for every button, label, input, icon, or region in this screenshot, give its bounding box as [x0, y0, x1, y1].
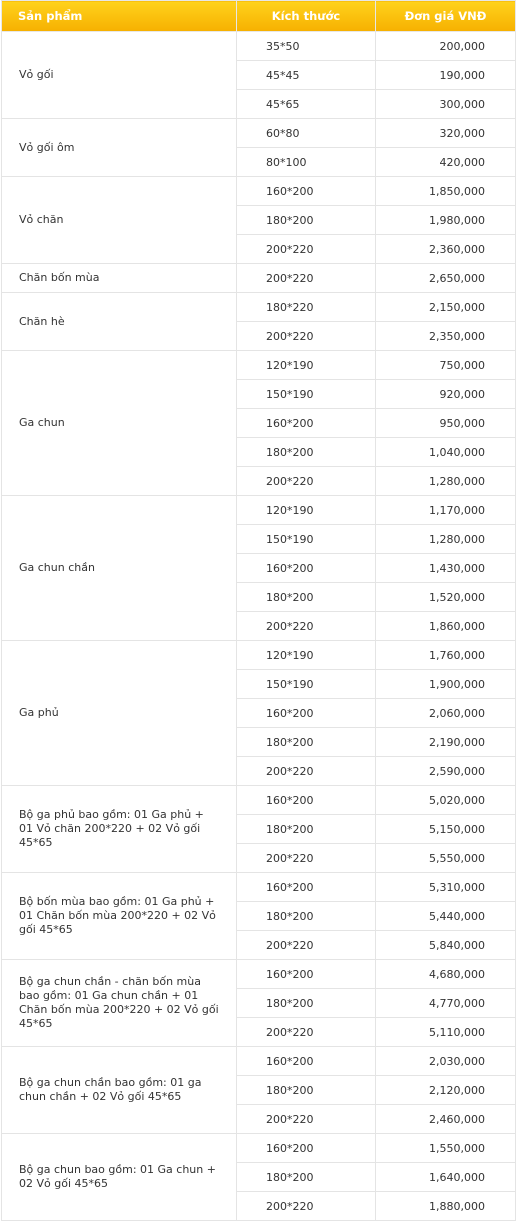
- size-cell: 160*200: [237, 177, 376, 206]
- table-row: [2, 264, 516, 293]
- price-cell: 5,550,000: [376, 844, 516, 873]
- size-cell: 200*220: [237, 931, 376, 960]
- size-cell: 200*220: [237, 1105, 376, 1134]
- table-row: [2, 351, 516, 380]
- product-name-cell: Bộ ga chun chần - chăn bốn mùa bao gồm: 01 Ga chun chần + 01 Chăn bốn mùa 200*220 + 02 Vỏ gối 45*65: [2, 960, 237, 1047]
- table-row: [2, 786, 516, 815]
- price-cell: 190,000: [376, 61, 516, 90]
- product-name-cell: Ga chun: [2, 351, 237, 496]
- product-name-cell: Ga phủ: [2, 641, 237, 786]
- product-name-cell: Bộ ga phủ bao gồm: 01 Ga phủ + 01 Vỏ chăn 200*220 + 02 Vỏ gối 45*65: [2, 786, 237, 873]
- size-cell: 45*65: [237, 90, 376, 119]
- size-cell: 200*220: [237, 264, 376, 293]
- table-row: [2, 177, 516, 206]
- price-cell: 2,360,000: [376, 235, 516, 264]
- price-cell: 2,650,000: [376, 264, 516, 293]
- size-cell: 160*200: [237, 699, 376, 728]
- size-cell: 180*200: [237, 815, 376, 844]
- header-row: [2, 1, 516, 32]
- price-cell: 1,520,000: [376, 583, 516, 612]
- product-name-cell: Bộ bốn mùa bao gồm: 01 Ga phủ + 01 Chăn bốn mùa 200*220 + 02 Vỏ gối 45*65: [2, 873, 237, 960]
- table-row: [2, 119, 516, 148]
- product-name-cell: Ga chun chần: [2, 496, 237, 641]
- price-cell: 1,850,000: [376, 177, 516, 206]
- price-cell: 2,030,000: [376, 1047, 516, 1076]
- size-cell: 120*190: [237, 641, 376, 670]
- size-cell: 180*220: [237, 293, 376, 322]
- table-body: [2, 32, 516, 1221]
- price-cell: 1,280,000: [376, 525, 516, 554]
- product-name-cell: Vỏ gối: [2, 32, 237, 119]
- price-cell: 4,680,000: [376, 960, 516, 989]
- price-cell: 2,190,000: [376, 728, 516, 757]
- table-row: [2, 641, 516, 670]
- size-cell: 150*190: [237, 380, 376, 409]
- table-row: [2, 496, 516, 525]
- price-cell: 2,350,000: [376, 322, 516, 351]
- price-cell: 1,170,000: [376, 496, 516, 525]
- table-row: [2, 1134, 516, 1163]
- size-cell: 200*220: [237, 757, 376, 786]
- price-cell: 4,770,000: [376, 989, 516, 1018]
- size-cell: 160*200: [237, 409, 376, 438]
- price-cell: 2,060,000: [376, 699, 516, 728]
- product-name-cell: Vỏ chăn: [2, 177, 237, 264]
- size-cell: 180*200: [237, 1163, 376, 1192]
- price-cell: 5,150,000: [376, 815, 516, 844]
- price-cell: 1,040,000: [376, 438, 516, 467]
- size-cell: 200*220: [237, 467, 376, 496]
- price-cell: 1,280,000: [376, 467, 516, 496]
- price-cell: 5,110,000: [376, 1018, 516, 1047]
- size-cell: 200*220: [237, 612, 376, 641]
- price-cell: 2,150,000: [376, 293, 516, 322]
- price-cell: 1,640,000: [376, 1163, 516, 1192]
- table-row: [2, 960, 516, 989]
- size-cell: 45*45: [237, 61, 376, 90]
- price-cell: 1,550,000: [376, 1134, 516, 1163]
- header-price: Đơn giá VNĐ: [376, 1, 516, 32]
- header-size: Kích thước: [237, 1, 376, 32]
- size-cell: 160*200: [237, 554, 376, 583]
- size-cell: 180*200: [237, 989, 376, 1018]
- size-cell: 150*190: [237, 670, 376, 699]
- product-name-cell: Bộ ga chun bao gồm: 01 Ga chun + 02 Vỏ gối 45*65: [2, 1134, 237, 1221]
- price-cell: 750,000: [376, 351, 516, 380]
- price-cell: 1,900,000: [376, 670, 516, 699]
- price-cell: 320,000: [376, 119, 516, 148]
- price-cell: 5,310,000: [376, 873, 516, 902]
- size-cell: 60*80: [237, 119, 376, 148]
- size-cell: 120*190: [237, 351, 376, 380]
- size-cell: 180*200: [237, 1076, 376, 1105]
- size-cell: 160*200: [237, 873, 376, 902]
- price-cell: 1,860,000: [376, 612, 516, 641]
- size-cell: 180*200: [237, 583, 376, 612]
- size-cell: 120*190: [237, 496, 376, 525]
- size-cell: 160*200: [237, 1047, 376, 1076]
- product-name-cell: Chăn bốn mùa: [2, 264, 237, 293]
- price-cell: 1,880,000: [376, 1192, 516, 1221]
- price-cell: 920,000: [376, 380, 516, 409]
- product-name-cell: Chăn hè: [2, 293, 237, 351]
- price-cell: 5,440,000: [376, 902, 516, 931]
- table-row: [2, 1047, 516, 1076]
- table-row: [2, 873, 516, 902]
- size-cell: 180*200: [237, 728, 376, 757]
- price-cell: 1,980,000: [376, 206, 516, 235]
- size-cell: 150*190: [237, 525, 376, 554]
- price-cell: 950,000: [376, 409, 516, 438]
- header-product: Sản phẩm: [2, 1, 237, 32]
- size-cell: 200*220: [237, 235, 376, 264]
- size-cell: 200*220: [237, 844, 376, 873]
- size-cell: 160*200: [237, 960, 376, 989]
- price-cell: 2,460,000: [376, 1105, 516, 1134]
- price-table: [1, 0, 516, 1221]
- price-cell: 1,430,000: [376, 554, 516, 583]
- product-name-cell: Bộ ga chun chần bao gồm: 01 ga chun chần + 02 Vỏ gối 45*65: [2, 1047, 237, 1134]
- price-cell: 5,840,000: [376, 931, 516, 960]
- table-row: [2, 32, 516, 61]
- price-cell: 200,000: [376, 32, 516, 61]
- size-cell: 80*100: [237, 148, 376, 177]
- size-cell: 180*200: [237, 438, 376, 467]
- size-cell: 180*200: [237, 902, 376, 931]
- table-row: [2, 293, 516, 322]
- size-cell: 200*220: [237, 322, 376, 351]
- price-cell: 2,120,000: [376, 1076, 516, 1105]
- size-cell: 200*220: [237, 1192, 376, 1221]
- product-name-cell: Vỏ gối ôm: [2, 119, 237, 177]
- size-cell: 180*200: [237, 206, 376, 235]
- price-cell: 300,000: [376, 90, 516, 119]
- size-cell: 200*220: [237, 1018, 376, 1047]
- size-cell: 160*200: [237, 1134, 376, 1163]
- price-cell: 1,760,000: [376, 641, 516, 670]
- price-cell: 420,000: [376, 148, 516, 177]
- size-cell: 160*200: [237, 786, 376, 815]
- price-cell: 2,590,000: [376, 757, 516, 786]
- size-cell: 35*50: [237, 32, 376, 61]
- price-cell: 5,020,000: [376, 786, 516, 815]
